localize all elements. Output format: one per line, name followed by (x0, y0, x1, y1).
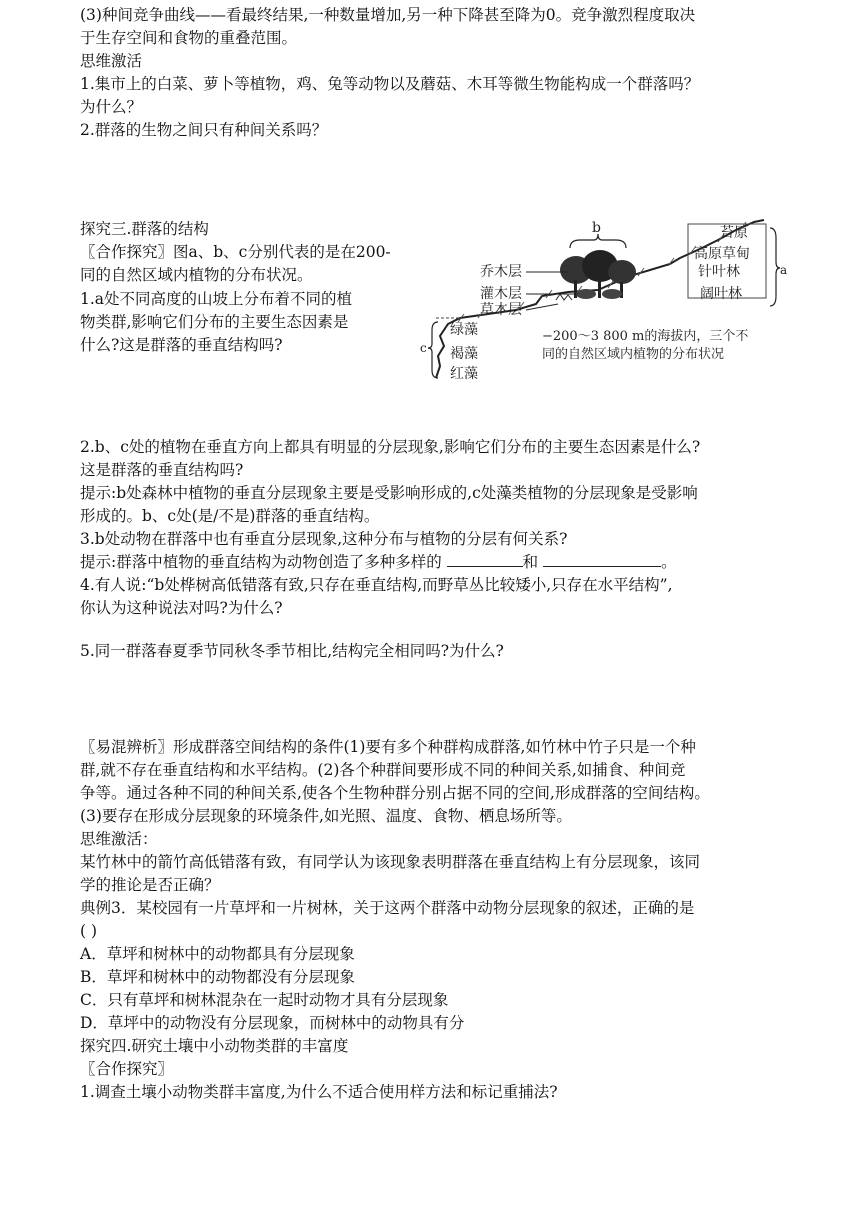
label-shrub-layer: 灌木层 (480, 286, 522, 302)
question-2: 2.b、c处的植物在垂直方向上都具有明显的分层现象,影响它们分布的主要生态因素是什么? (80, 438, 701, 456)
hint-text: 和 (522, 553, 544, 571)
label-tundra: 苔原 (720, 225, 748, 241)
label-broadleaf: 阔叶林 (700, 286, 742, 302)
text-line: 某竹林中的箭竹高低错落有致，有同学认为该现象表明群落在垂直结构上有分层现象，该同 (80, 853, 701, 871)
option-d: D．草坪中的动物没有分层现象，而树林中的动物具有分 (80, 1014, 465, 1032)
option-a: A．草坪和树林中的动物都具有分层现象 (80, 945, 355, 963)
text-line: (3)种间竞争曲线——看最终结果,一种数量增加,另一种下降甚至降为0。竞争激烈程度取决 (80, 6, 696, 24)
text-line: 形成的。b、c处(是/不是)群落的垂直结构。 (80, 507, 380, 525)
question-2: 2.群落的生物之间只有种间关系吗？ (80, 121, 328, 139)
label-a: a (780, 263, 788, 277)
text-line: 你认为这种说法对吗?为什么? (80, 599, 283, 617)
hint-text: 提示:群落中植物的垂直结构为动物创造了多种多样的 (80, 553, 447, 571)
note-line: 〖易混辨析〗形成群落空间结构的条件(1)要有多个种群构成群落,如竹林中竹子只是一个种 (80, 738, 696, 756)
text-line: 于生存空间和食物的重叠范围。 (80, 29, 298, 47)
text-line: 学的推论是否正确？ (80, 876, 220, 894)
example-question: 典例3．某校园有一片草坪和一片树林，关于这两个群落中动物分层现象的叙述，正确的是 (80, 899, 695, 917)
brace-a (770, 228, 780, 306)
section-heading: 思维激活： (80, 830, 158, 848)
text-line: 〖合作探究〗 (80, 1060, 174, 1078)
label-conifer: 针叶林 (698, 264, 740, 280)
fill-blank-2[interactable] (543, 552, 661, 567)
hint-text: 。 (661, 553, 677, 571)
text-line: 〖合作探究〗图a、b、c分别代表的是在200- (80, 243, 391, 261)
label-red-algae: 红藻 (450, 366, 478, 382)
text-line: 为什么？ (80, 98, 143, 116)
label-green-algae: 绿藻 (450, 322, 478, 338)
question-5: 5.同一群落春夏季节同秋冬季节相比,结构完全相同吗?为什么? (80, 642, 504, 660)
section-heading: 思维激活 (80, 52, 143, 70)
section-heading: 探究四.研究土壤中小动物类群的丰富度 (80, 1037, 349, 1055)
label-alpine-meadow: 高原草甸 (694, 246, 750, 262)
section-heading: 探究三.群落的结构 (80, 220, 209, 238)
hint-line (80, 551, 677, 573)
vegetation-distribution-figure (418, 218, 790, 384)
label-c: c (420, 341, 427, 355)
label-tree-layer: 乔木层 (480, 264, 522, 280)
text-line: 什么?这是群落的垂直结构吗? (80, 336, 283, 354)
hint-line: 提示:b处森林中植物的垂直分层现象主要是受影响形成的,c处藻类植物的分层现象是受影响 (80, 484, 698, 502)
question-1: 1.调查土壤小动物类群丰富度,为什么不适合使用样方法和标记重捕法? (80, 1083, 558, 1101)
question-3: 3.b处动物在群落中也有垂直分层现象,这种分布与植物的分层有何关系? (80, 530, 568, 548)
figure-caption-line-1: −200～3 800 m的海拔内，三个不 (542, 329, 749, 344)
text-line: 这是群落的垂直结构吗? (80, 461, 244, 479)
brace-b (570, 234, 626, 248)
label-b: b (592, 220, 601, 236)
answer-blank: ( ) (80, 922, 98, 940)
option-b: B．草坪和树林中的动物都没有分层现象 (80, 968, 355, 986)
text-line: 物类群,影响它们分布的主要生态因素是 (80, 313, 349, 331)
text-line: 群,就不存在垂直结构和水平结构。(2)各个种群间要形成不同的种间关系,如捕食、种间竞 (80, 761, 686, 779)
question-1: 1.集市上的白菜、萝卜等植物，鸡、兔等动物以及蘑菇、木耳等微生物能构成一个群落吗？ (80, 75, 700, 93)
label-brown-algae: 褐藻 (450, 346, 478, 362)
question-4: 4.有人说:“b处桦树高低错落有致,只存在垂直结构,而野草丛比较矮小,只存在水平结构”, (80, 576, 673, 594)
text-line: (3)要存在形成分层现象的环境条件,如光照、温度、食物、栖息场所等。 (80, 807, 572, 825)
text-line: 同的自然区域内植物的分布状况。 (80, 266, 313, 284)
brace-c (428, 322, 438, 378)
option-c: C．只有草坪和树林混杂在一起时动物才具有分层现象 (80, 991, 449, 1009)
text-line: 争等。通过各种不同的种间关系,使各个生物种群分别占据不同的空间,形成群落的空间结构。 (80, 784, 710, 802)
label-herb-layer: 草本层 (480, 302, 522, 318)
question-1: 1.a处不同高度的山坡上分布着不同的植 (80, 290, 353, 308)
figure-caption-line-2: 同的自然区域内植物的分布状况 (542, 347, 725, 362)
fill-blank-1[interactable] (447, 552, 523, 567)
